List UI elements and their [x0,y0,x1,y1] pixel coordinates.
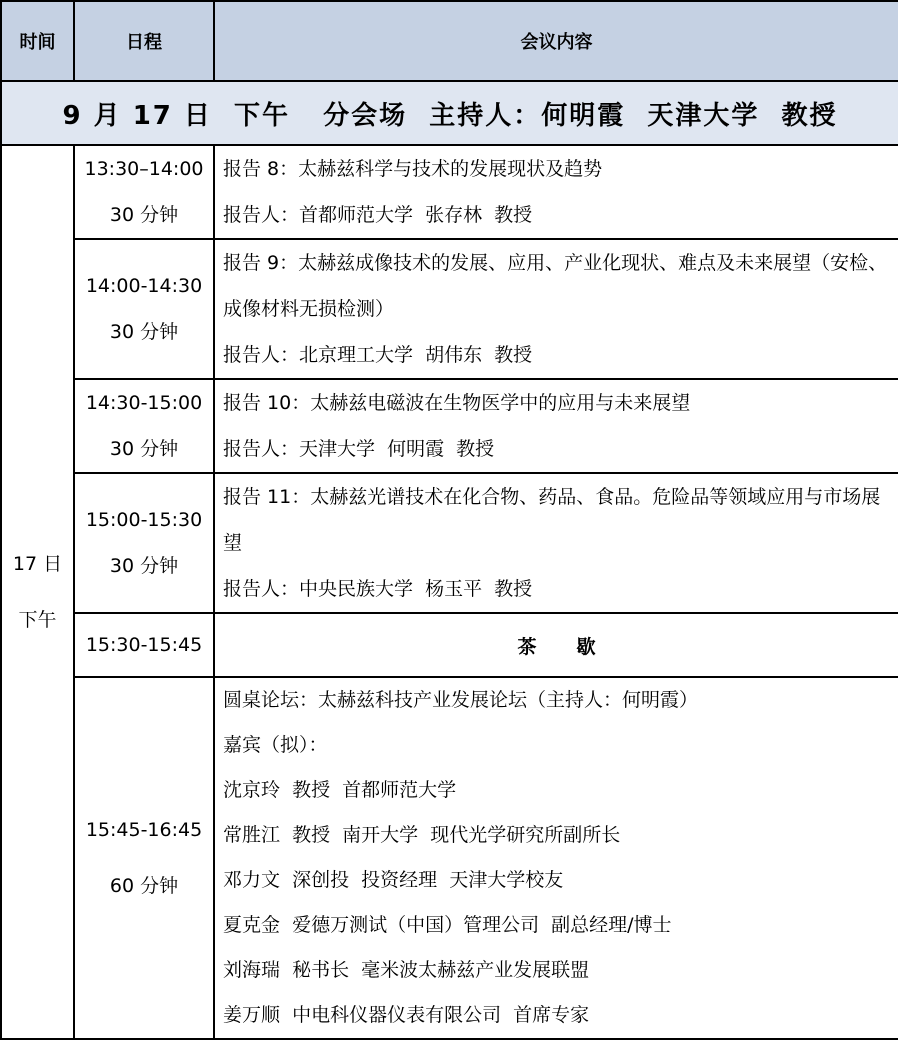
session-title: 报告 9：太赫兹成像技术的发展、应用、产业化现状、难点及未来展望（安检、成像材料无损检测） [223,252,888,320]
table-row [1,239,898,379]
session-banner-row [1,81,898,145]
table-row [1,145,898,239]
schedule-cell [74,145,214,239]
forum-guest: 刘海瑞 秘书长 毫米波太赫兹产业发展联盟 [223,959,590,981]
forum-guest: 夏克金 爱德万测试（中国）管理公司 副总经理/博士 [223,914,672,936]
session-speaker: 报告人：首都师范大学 张存林 教授 [223,204,533,226]
session-duration: 30 分钟 [109,438,179,460]
forum-content-cell [214,677,898,1039]
forum-guest: 常胜江 教授 南开大学 现代光学研究所副所长 [223,824,621,846]
day-period: 下午 [18,609,57,631]
session-time: 15:00-15:30 [85,509,203,531]
session-duration: 30 分钟 [109,555,179,577]
day-cell [1,145,74,1039]
content-cell [214,379,898,473]
forum-title: 圆桌论坛：太赫兹科技产业发展论坛（主持人：何明霞） [223,689,699,711]
session-speaker: 报告人：天津大学 何明霞 教授 [223,438,495,460]
session-duration: 30 分钟 [109,321,179,343]
session-speaker: 报告人：北京理工大学 胡伟东 教授 [223,344,533,366]
tea-break-row [1,613,898,677]
session-time: 14:30-15:00 [85,392,203,414]
schedule-cell [74,379,214,473]
header-row [1,1,898,81]
content-cell [214,145,898,239]
session-time: 13:30–14:00 [84,158,204,180]
schedule-cell [74,473,214,613]
table-row [1,473,898,613]
header-time: 时间 [1,1,74,81]
tea-break-time: 15:30-15:45 [74,613,214,677]
session-time: 14:00-14:30 [85,275,203,297]
tea-break-cell [214,613,898,677]
schedule-cell [74,239,214,379]
session-banner: 9 月 17 日 下午 分会场 主持人：何明霞 天津大学 教授 [1,81,898,145]
session-speaker: 报告人：中央民族大学 杨玉平 教授 [223,578,533,600]
day-date: 17 日 [12,553,63,575]
schedule-cell [74,677,214,1039]
session-title: 报告 10：太赫兹电磁波在生物医学中的应用与未来展望 [223,392,691,414]
session-title: 报告 8：太赫兹科学与技术的发展现状及趋势 [223,158,603,180]
table-row [1,379,898,473]
forum-row [1,677,898,1039]
content-cell [214,239,898,379]
forum-guests-label: 嘉宾（拟）： [223,734,328,756]
header-content: 会议内容 [214,1,898,81]
session-title: 报告 11：太赫兹光谱技术在化合物、药品、食品。危险品等领域应用与市场展望 [223,486,881,554]
forum-time: 15:45-16:45 [85,819,203,841]
forum-guest: 邓力文 深创投 投资经理 天津大学校友 [223,869,564,891]
forum-duration: 60 分钟 [109,875,179,897]
forum-guest: 姜万顺 中电科仪器仪表有限公司 首席专家 [223,1004,590,1026]
header-schedule: 日程 [74,1,214,81]
session-duration: 30 分钟 [109,204,179,226]
tea-break-label: 茶歇 [517,635,636,658]
forum-guest: 沈京玲 教授 首都师范大学 [223,779,457,801]
content-cell [214,473,898,613]
